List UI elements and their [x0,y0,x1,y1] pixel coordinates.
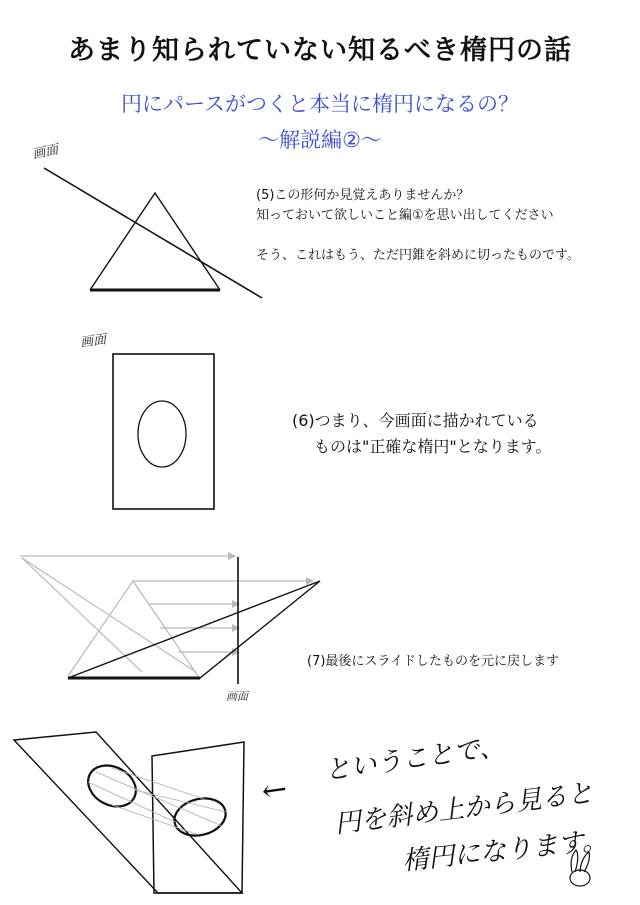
picture-frame [113,354,214,509]
diagram-5 [44,168,262,298]
pointing-arrow: ← [259,771,290,810]
ground-plane [14,732,242,893]
step6-line1: (6)つまり、今画面に描かれている [292,411,539,430]
conclusion-line3: 楕円になります。 [400,825,609,877]
step7-line1: (7)最後にスライドしたものを元に戻します [307,654,560,669]
projected-ellipse [138,401,186,467]
step5-text [256,186,580,266]
step6-line2: ものは"正確な楕円"となります。 [314,437,552,456]
page-title: あまり知られていない知るべき楕円の話 [68,35,572,66]
step5-line3: そう、これはもう、ただ円錐を斜めに切ったものです。 [256,248,580,263]
step6-text [292,408,551,460]
step7-text [307,652,559,672]
step5-line2: 知っておいて欲しいこと編①を思い出してください [256,208,554,223]
picture-plane-line [44,168,262,298]
gamen-label-3: 画面 [226,690,248,703]
gamen-label-1: 画面 [31,142,60,163]
page-subtitle: 円にパースがつくと本当に楕円になるの？ [121,92,519,116]
conclusion-line2: 円を斜め上から見ると [333,778,595,840]
diagram-8 [14,732,244,893]
conclusion-line1: ということで、 [322,731,507,787]
gamen-label-2: 画面 [79,332,108,351]
diagram-7 [20,552,320,684]
episode-label: 〜解説編②〜 [258,128,382,152]
true-circle [81,757,143,814]
diagram-6 [113,354,214,509]
step5-line1: (5)この形何か見覚えありませんか？ [256,188,470,203]
slid-cone-section [68,581,320,678]
